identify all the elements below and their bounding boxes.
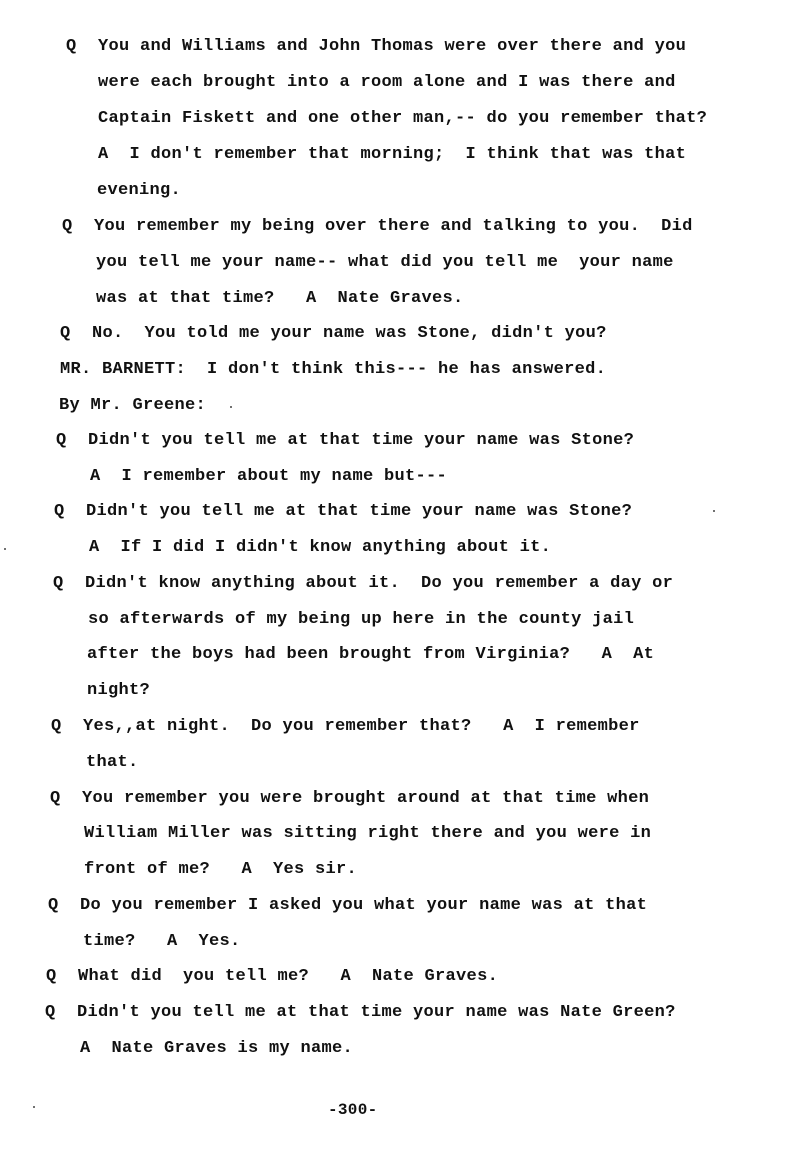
question-marker: Q [62, 217, 73, 236]
transcript-line: time? A Yes. [83, 932, 241, 951]
transcript-line: front of me? A Yes sir. [84, 860, 358, 879]
transcript-line [60, 324, 607, 344]
line-text: Do you remember I asked you what your name was at that [80, 896, 648, 915]
transcript-line: evening. [97, 181, 182, 200]
transcript-line [56, 431, 634, 451]
transcript-line [48, 896, 647, 916]
scan-speck [4, 548, 6, 550]
question-marker: Q [48, 896, 59, 915]
transcript-line: were each brought into a room alone and I was there and [98, 73, 676, 92]
question-marker: Q [54, 502, 65, 521]
transcript-line: night? [87, 681, 151, 700]
line-text: You and Williams and John Thomas were over there and you [98, 37, 687, 56]
transcript-line: was at that time? A Nate Graves. [96, 289, 464, 308]
transcript-line [54, 502, 632, 522]
question-marker: Q [46, 967, 57, 986]
question-marker: Q [66, 37, 77, 56]
transcript-line [53, 574, 673, 594]
transcript-line: William Miller was sitting right there and you were in [84, 824, 652, 843]
objection-line: MR. BARNETT: I don't think this--- he has answered. [60, 360, 607, 379]
transcript-line [51, 717, 640, 737]
line-text: Didn't know anything about it. Do you remember a day or [85, 574, 674, 593]
answer-line: A Nate Graves is my name. [80, 1039, 354, 1058]
transcript-line: after the boys had been brought from Virginia? A At [87, 645, 655, 664]
scan-speck [230, 406, 232, 408]
page-number: -300- [328, 1101, 378, 1119]
question-marker: Q [60, 324, 71, 343]
question-marker: Q [51, 717, 62, 736]
transcript-line: that. [86, 753, 139, 772]
line-text: You remember my being over there and talking to you. Did [94, 217, 693, 236]
line-text: No. You told me your name was Stone, didn't you? [92, 324, 607, 343]
question-marker: Q [53, 574, 64, 593]
answer-line: A I remember about my name but--- [90, 467, 448, 486]
question-marker: Q [50, 789, 61, 808]
question-marker: Q [45, 1003, 56, 1022]
transcript-line [66, 37, 686, 57]
line-text: Didn't you tell me at that time your name was Stone? [86, 502, 633, 521]
answer-line: A I don't remember that morning; I think that was that [98, 145, 687, 164]
line-text: What did you tell me? A Nate Graves. [78, 967, 499, 986]
transcript-line: Captain Fiskett and one other man,-- do you remember that? [98, 109, 708, 128]
transcript-line [50, 789, 649, 809]
scan-speck [33, 1106, 35, 1108]
answer-line: A If I did I didn't know anything about it. [89, 538, 552, 557]
transcript-line [46, 967, 498, 987]
scan-speck [713, 510, 715, 512]
question-marker: Q [56, 431, 67, 450]
transcript-line: you tell me your name-- what did you tell me your name [96, 253, 674, 272]
transcript-line: so afterwards of my being up here in the county jail [88, 610, 635, 629]
line-text: You remember you were brought around at that time when [82, 789, 650, 808]
line-text: Didn't you tell me at that time your name was Stone? [88, 431, 635, 450]
line-text: Didn't you tell me at that time your name was Nate Green? [77, 1003, 676, 1022]
examiner-heading: By Mr. Greene: [59, 396, 207, 415]
transcript-line [62, 217, 693, 237]
transcript-line [45, 1003, 676, 1023]
line-text: Yes,,at night. Do you remember that? A I remember [83, 717, 640, 736]
